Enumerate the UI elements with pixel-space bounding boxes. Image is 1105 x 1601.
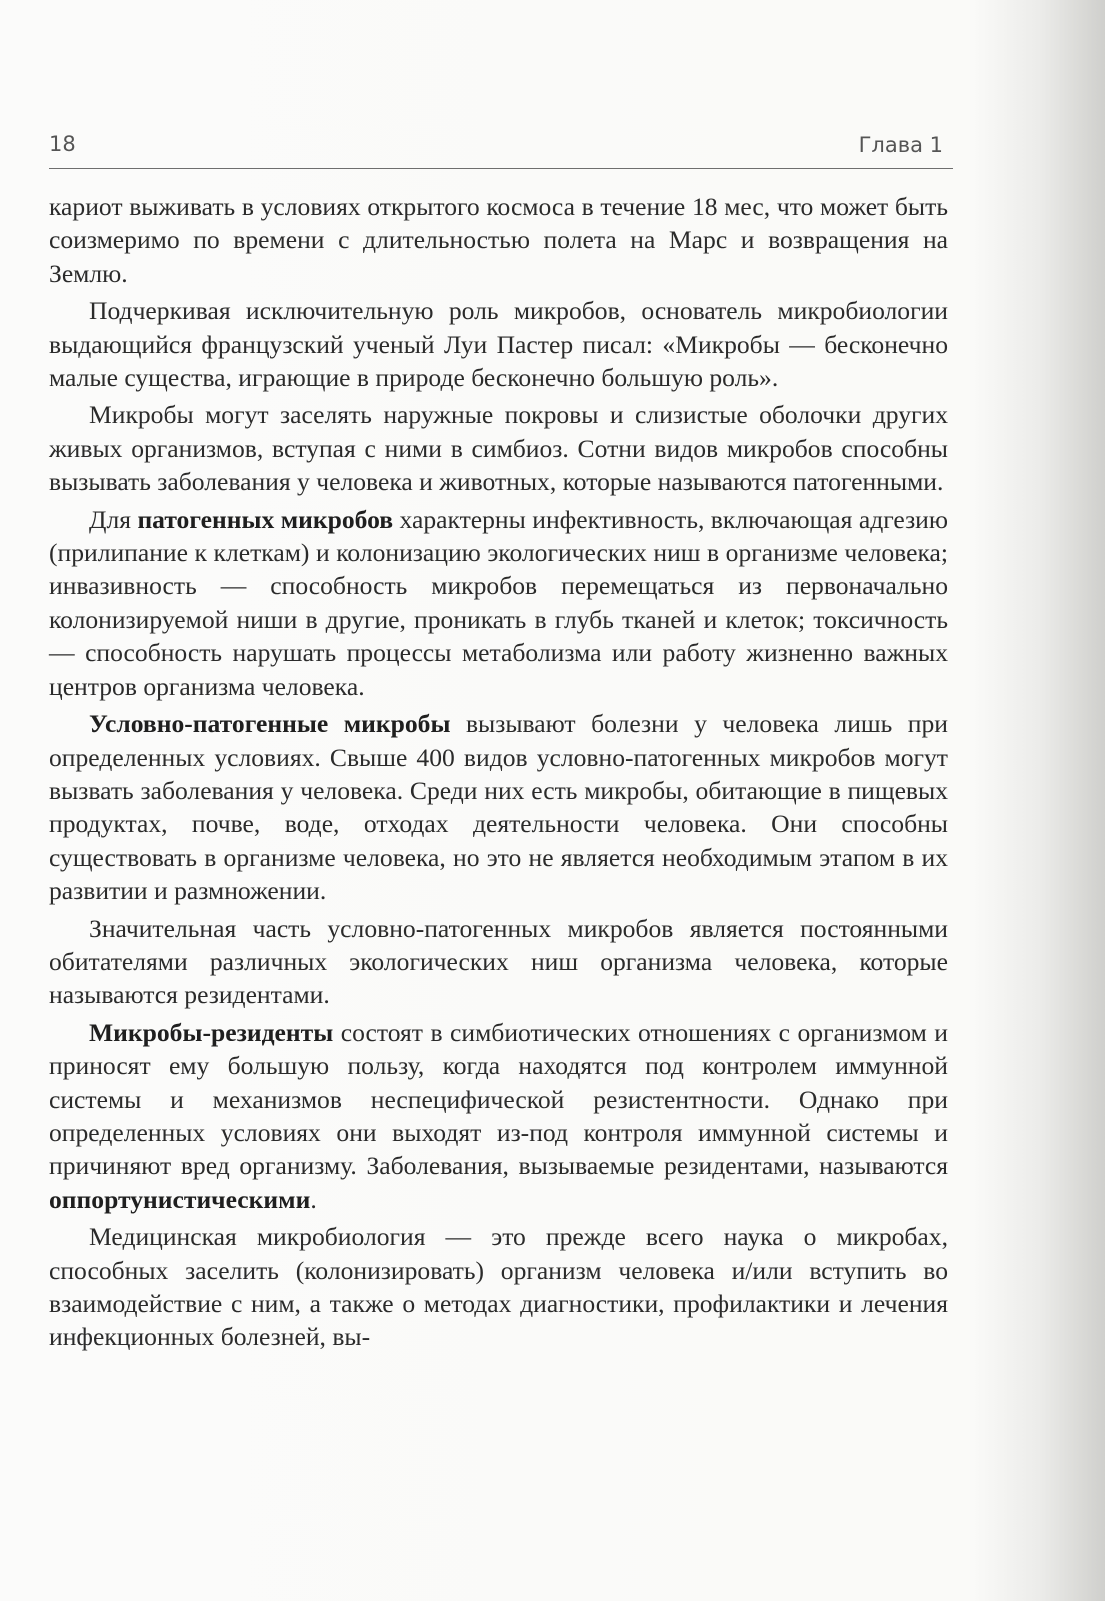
paragraph-resident-microbes (49, 1016, 948, 1216)
term-conditionally-pathogenic: Условно-патогенные микробы (89, 709, 451, 739)
paragraph-pasteur-quote (49, 294, 948, 394)
page-number: 18 (49, 132, 76, 156)
paragraph-pathogenic (49, 503, 948, 703)
term-resident-microbes: Микробы-резиденты (89, 1017, 334, 1047)
paragraph-text: Значительная часть условно-патогенных микробов является постоянными обитателями различных экологических ниш организма человека, которые называются резидентами. (49, 913, 948, 1010)
paragraph-medical-microbiology (49, 1220, 948, 1354)
body-text (49, 190, 948, 1358)
running-title: Глава 1 (858, 133, 943, 157)
paragraph-text: кариот выживать в условиях открытого космоса в течение 18 мес, что может быть соизмеримо по времени с длительностью полета на Марс и возвращения на Землю. (49, 192, 948, 288)
paragraph-continuation (49, 190, 948, 290)
paragraph-text: Медицинская микробиология — это прежде всего наука о микробах, способных заселить (колонизировать) организм человека и/или вступить во взаимодействие с ним, а также о методах диагностики, профилактики и лечения инфекционных болезней, вы- (49, 1222, 948, 1352)
term-pathogenic-microbes: патогенных микробов (137, 504, 394, 534)
paragraph-text: . (310, 1184, 317, 1214)
paragraph-text: Для (89, 504, 138, 534)
paragraph-text: характерны инфективность, включающая адгезию (прилипание к клеткам) и колонизацию экологических ниш в организме человека; инвазивность — способность микробов перемещаться из первоначально колонизируемой ниши в другие, проникать в глубь тканей и клеток; токсичность — способность нарушать процессы метаболизма или работу жизненно важных центров организма человека. (49, 504, 949, 701)
paragraph-text: вызывают болезни у человека лишь при определенных условиях. Свыше 400 видов условно-патогенных микробов могут вызвать заболевания у человека. Среди них есть микробы, обитающие в пищевых продуктах, почве, воде, отходах деятельности человека. Они способны существовать в организме человека, но это не является необходимым этапом в их развитии и размножении. (49, 709, 948, 906)
paragraph-text: состоят в симбиотических отношениях с организмом и приносят ему большую пользу, когда находятся под контролем иммунной системы и механизмов неспецифической резистентности. Однако при определенных условиях они выходят из-под контроля иммунной системы и причиняют вред организму. Заболевания, вызываемые резидентами, называются (49, 1017, 948, 1181)
term-opportunistic: оппортунистическими (49, 1184, 311, 1214)
paragraph-residents (49, 912, 948, 1012)
paragraph-text: Микробы могут заселять наружные покровы и слизистые оболочки других живых организмов, вступая с ними в симбиоз. Сотни видов микробов способны вызывать заболевания у человека и животных, которые называются патогенными. (49, 400, 948, 497)
page-header (49, 128, 953, 169)
paragraph-text: Подчеркивая исключительную роль микробов, основатель микробиологии выдающийся французский ученый Луи Пастер писал: «Микробы — бесконечно малые существа, играющие в природе бесконечно большую роль». (49, 296, 948, 393)
paragraph-conditionally-pathogenic (49, 707, 948, 907)
paragraph-symbiosis (49, 398, 948, 498)
